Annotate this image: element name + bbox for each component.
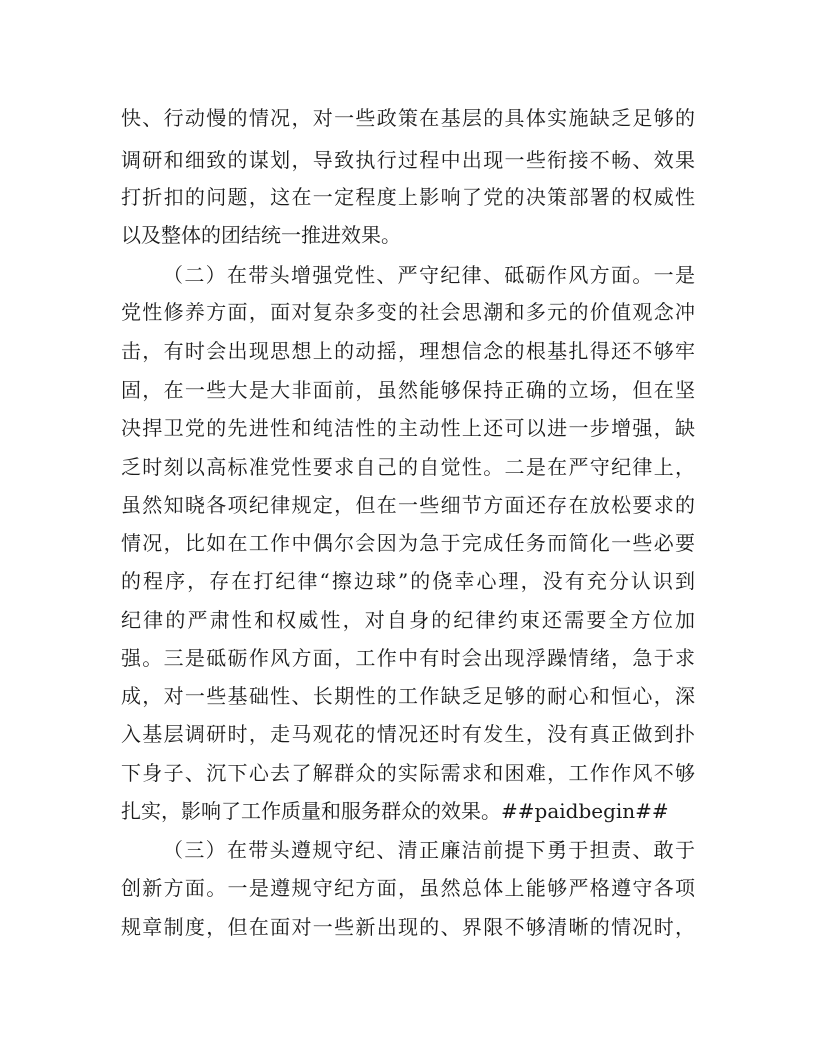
paragraph-3-line-1: （三）在带头遵规守纪、清正廉洁前提下勇于担责、敢于 — [163, 838, 695, 862]
paragraph-2-line-2: 党性修养方面，面对复杂多变的社会思潮和多元的价值观念冲 — [121, 300, 695, 324]
paragraph-1-line-1: 快、行动慢的情况，对一些政策在基层的具体实施缺乏足够的 — [121, 106, 695, 130]
paragraph-2-line-5: 决捍卫党的先进性和纯洁性的主动性上还可以进一步增强，缺 — [121, 416, 695, 440]
paragraph-2-line-8: 情况，比如在工作中偶尔会因为急于完成任务而简化一些必要 — [121, 531, 695, 555]
paragraph-2-line-4: 固，在一些大是大非面前，虽然能够保持正确的立场，但在坚 — [121, 378, 695, 402]
paragraph-3-line-2: 创新方面。一是遵规守纪方面，虽然总体上能够严格遵守各项 — [121, 876, 695, 900]
paragraph-2-line-14: 下身子、沉下心去了解群众的实际需求和困难，工作作风不够 — [121, 761, 695, 785]
paragraph-2-line-9: 的程序，存在打纪律“擦边球”的侥幸心理，没有充分认识到 — [121, 569, 695, 593]
paragraph-2-line-7: 虽然知晓各项纪律规定，但在一些细节方面还存在放松要求的 — [121, 493, 695, 517]
paragraph-1-line-4: 以及整体的团结统一推进效果。 — [121, 223, 401, 247]
paragraph-2-line-10: 纪律的严肃性和权威性，对自身的纪律约束还需要全方位加 — [121, 608, 695, 632]
paragraph-2-line-1: （二）在带头增强党性、严守纪律、砥砺作风方面。一是 — [163, 263, 695, 287]
paragraph-2-line-13: 入基层调研时，走马观花的情况还时有发生，没有真正做到扑 — [121, 722, 695, 746]
paragraph-2-line-12: 成，对一些基础性、长期性的工作缺乏足够的耐心和恒心，深 — [121, 684, 695, 708]
paragraph-2-line-3: 击，有时会出现思想上的动摇，理想信念的根基扎得还不够牢 — [121, 339, 695, 363]
paragraph-2-line-6: 乏时刻以高标准党性要求自己的自觉性。二是在严守纪律上， — [121, 455, 695, 479]
paragraph-3-line-3: 规章制度，但在面对一些新出现的、界限不够清晰的情况时， — [121, 915, 695, 939]
paragraph-2-line-11: 强。三是砥砺作风方面，工作中有时会出现浮躁情绪，急于求 — [121, 646, 695, 670]
paragraph-2-line-15: 扎实，影响了工作质量和服务群众的效果。##paidbegin## — [121, 799, 669, 823]
paragraph-1-line-2: 调研和细致的谋划，导致执行过程中出现一些衔接不畅、效果 — [121, 148, 695, 172]
paragraph-1-line-3: 打折扣的问题，这在一定程度上影响了党的决策部署的权威性 — [121, 185, 695, 209]
